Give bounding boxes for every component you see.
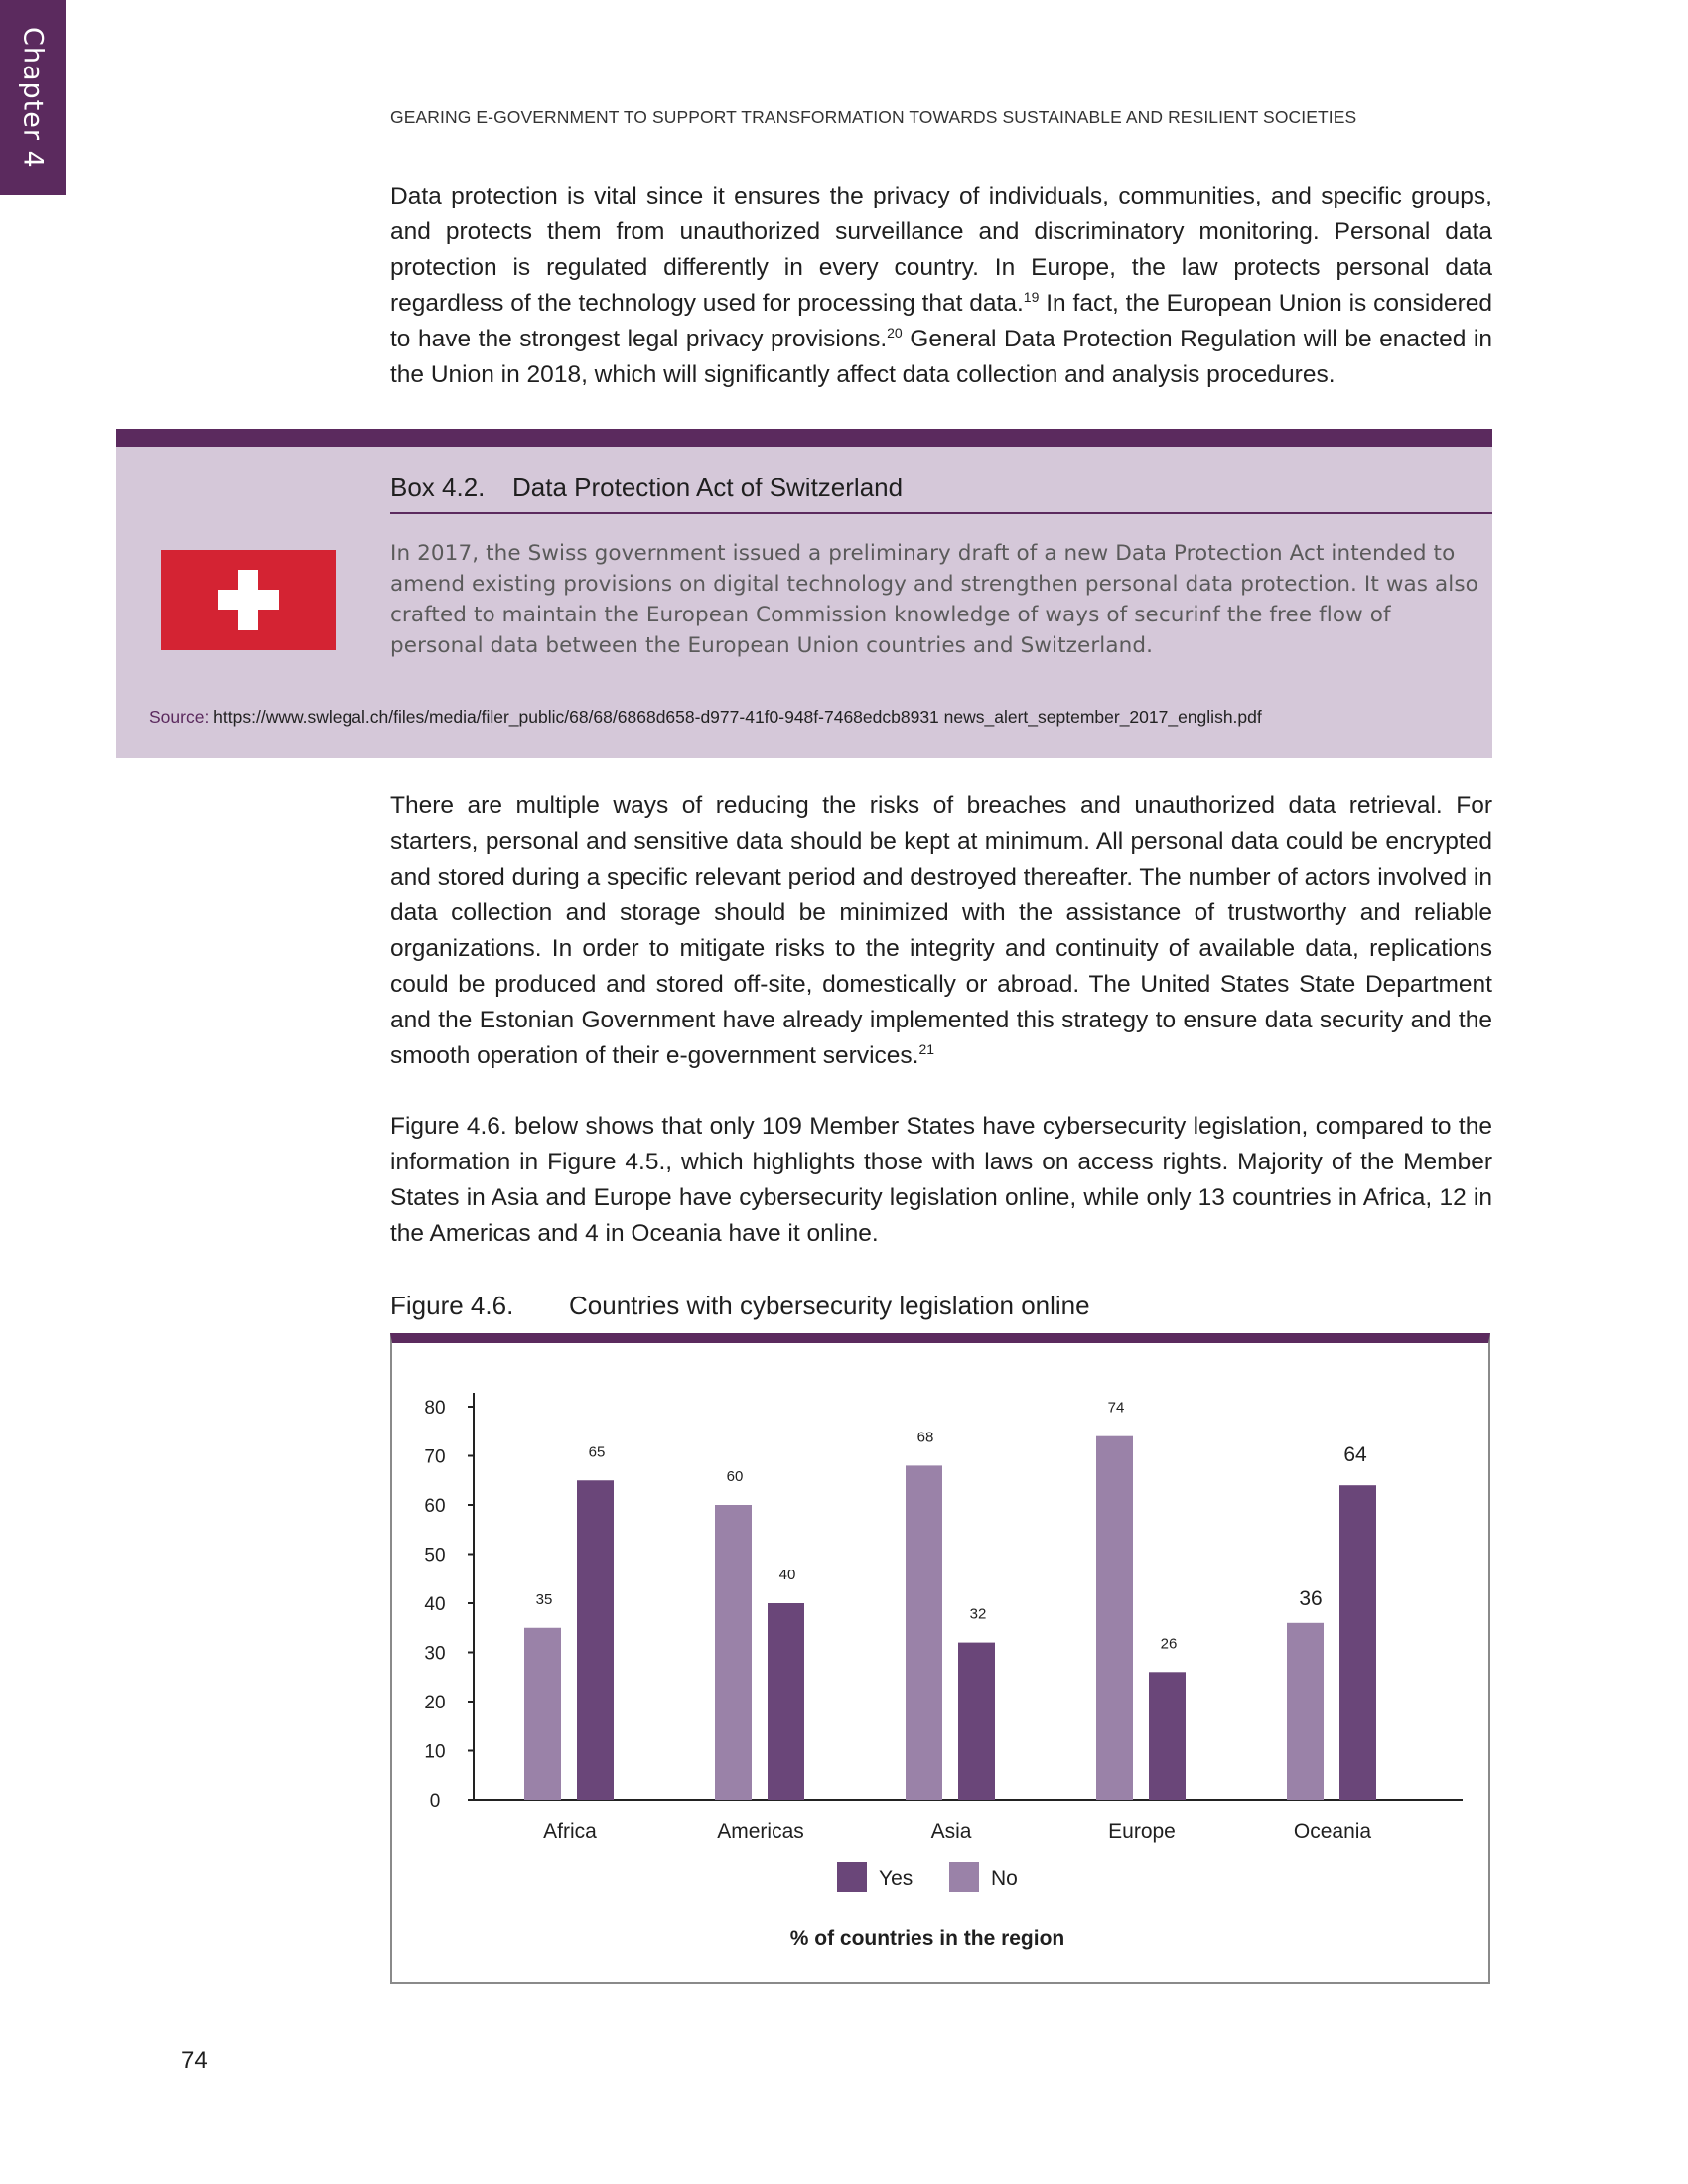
bar-no-americas [715, 1505, 752, 1800]
chapter-tab [0, 0, 66, 195]
data-label-yes: 32 [969, 1605, 987, 1623]
box-number: Box 4.2. [390, 473, 486, 502]
box-4-2 [116, 429, 1492, 758]
bar-yes-europe [1149, 1672, 1186, 1800]
data-label-no: 74 [1107, 1399, 1125, 1417]
data-label-no: 35 [535, 1590, 553, 1608]
box-body-text: In 2017, the Swiss government issued a preliminary draft of a new Data Protection Act intended to amend existing provisions on digital technology and strengthen personal data protection. It was also crafted to maintain the European Commission knowledge of ways of securinf the free flow of personal data between the European Union countries and Switzerland. [390, 541, 1478, 658]
data-label-yes: 40 [778, 1567, 796, 1583]
box-source-label: Source: [149, 707, 210, 727]
bar-no-asia [906, 1465, 942, 1800]
legend-label-yes: Yes [879, 1867, 914, 1890]
legend-swatch-yes [837, 1862, 867, 1892]
category-label: Africa [543, 1820, 597, 1843]
bar-no-europe [1096, 1436, 1133, 1800]
data-label-no: 68 [916, 1429, 934, 1446]
box-top-bar [116, 429, 1492, 447]
bar-yes-africa [577, 1480, 614, 1800]
box-source-link[interactable]: https://www.swlegal.ch/files/media/filer_public/68/68/6868d658-d977-41f0-948f-7468edcb8931 news_alert_september_2017_english.pdf [209, 707, 1262, 727]
box-heading [390, 463, 1492, 514]
p1-text-b: In fact, the European Union is considered to have the strongest legal privacy provisions. [390, 290, 1492, 352]
data-label-no: 60 [726, 1468, 744, 1485]
paragraph-figure-intro [390, 1109, 1492, 1252]
running-head: GEARING E-GOVERNMENT TO SUPPORT TRANSFORMATION TOWARDS SUSTAINABLE AND RESILIENT SOCIETIES [390, 107, 1357, 127]
footnote-ref-19[interactable]: 19 [1023, 288, 1040, 305]
footnote-ref-20[interactable]: 20 [887, 324, 903, 341]
x-axis-label: % of countries in the region [789, 1927, 1065, 1950]
bar-no-oceania [1287, 1623, 1324, 1800]
category-label: Europe [1108, 1820, 1176, 1843]
y-tick-label: 80 [424, 1398, 446, 1419]
category-label: Americas [717, 1820, 804, 1843]
box-title: Data Protection Act of Switzerland [512, 473, 904, 502]
y-tick-label: 10 [424, 1741, 446, 1763]
y-tick-label: 0 [429, 1791, 441, 1812]
category-label: Oceania [1293, 1820, 1372, 1843]
bar-yes-oceania [1339, 1485, 1376, 1800]
p2-text: There are multiple ways of reducing the risks of breaches and unauthorized data retrieval. For starters, personal and sensitive data should be kept at minimum. All personal data could be encrypted and stored during a specific relevant period and destroyed thereafter. The number of actors involved in data collection and storage should be minimized with the assistance of trustworthy and reliable organizations. In order to mitigate risks to the integrity and continuity of available data, replications could be produced and stored off-site, domestically or abroad. The United States State Department and the Estonian Government have already implemented this strategy to ensure data security and the smooth operation of their e-government services. [390, 792, 1492, 1069]
paragraph-data-protection [390, 179, 1492, 393]
data-label-no: 36 [1299, 1586, 1323, 1610]
bar-yes-americas [768, 1603, 804, 1800]
bar-chart [390, 1333, 1490, 1984]
footnote-ref-21[interactable]: 21 [918, 1040, 935, 1057]
box-source [149, 707, 1262, 728]
data-label-yes: 65 [588, 1443, 606, 1461]
legend-label-no: No [991, 1867, 1018, 1890]
bar-yes-asia [958, 1643, 995, 1800]
paragraph-risk-reduction [390, 788, 1492, 1074]
y-tick-label: 20 [424, 1693, 446, 1713]
figure-caption: Countries with cybersecurity legislation online [569, 1291, 1090, 1320]
page-number: 74 [181, 2047, 208, 2074]
figure-number: Figure 4.6. [390, 1291, 514, 1320]
category-label: Asia [930, 1820, 972, 1843]
y-tick-label: 60 [424, 1496, 446, 1517]
y-tick-label: 50 [424, 1545, 446, 1567]
legend-swatch-no [949, 1862, 979, 1892]
data-label-yes: 26 [1160, 1635, 1178, 1653]
p1-text-c: General Data Protection Regulation will be enacted in the Union in 2018, which will significantly affect data collection and analysis procedures. [390, 326, 1492, 388]
y-tick-label: 30 [424, 1643, 446, 1665]
p1-text-a: Data protection is vital since it ensures the privacy of individuals, communities, and specific groups, and protects them from unauthorized surveillance and discriminatory monitoring. Personal data protection is regulated differently in every country. In Europe, the law protects personal data regardless of the technology used for processing that data. [390, 183, 1492, 317]
p3-text: Figure 4.6. below shows that only 109 Member States have cybersecurity legislation, compared to the information in Figure 4.5., which highlights those with laws on access rights. Majority of the Member States in Asia and Europe have cybersecurity legislation online, while only 13 countries in Africa, 12 in the Americas and 4 in Oceania have it online. [390, 1113, 1492, 1247]
figure-title [390, 1291, 1090, 1321]
bar-no-africa [524, 1628, 561, 1800]
swiss-flag-icon [161, 550, 336, 650]
y-tick-label: 40 [424, 1594, 446, 1615]
data-label-yes: 64 [1343, 1443, 1367, 1467]
chapter-tab-label: Chapter 4 [17, 26, 49, 169]
y-tick-label: 70 [424, 1446, 446, 1468]
